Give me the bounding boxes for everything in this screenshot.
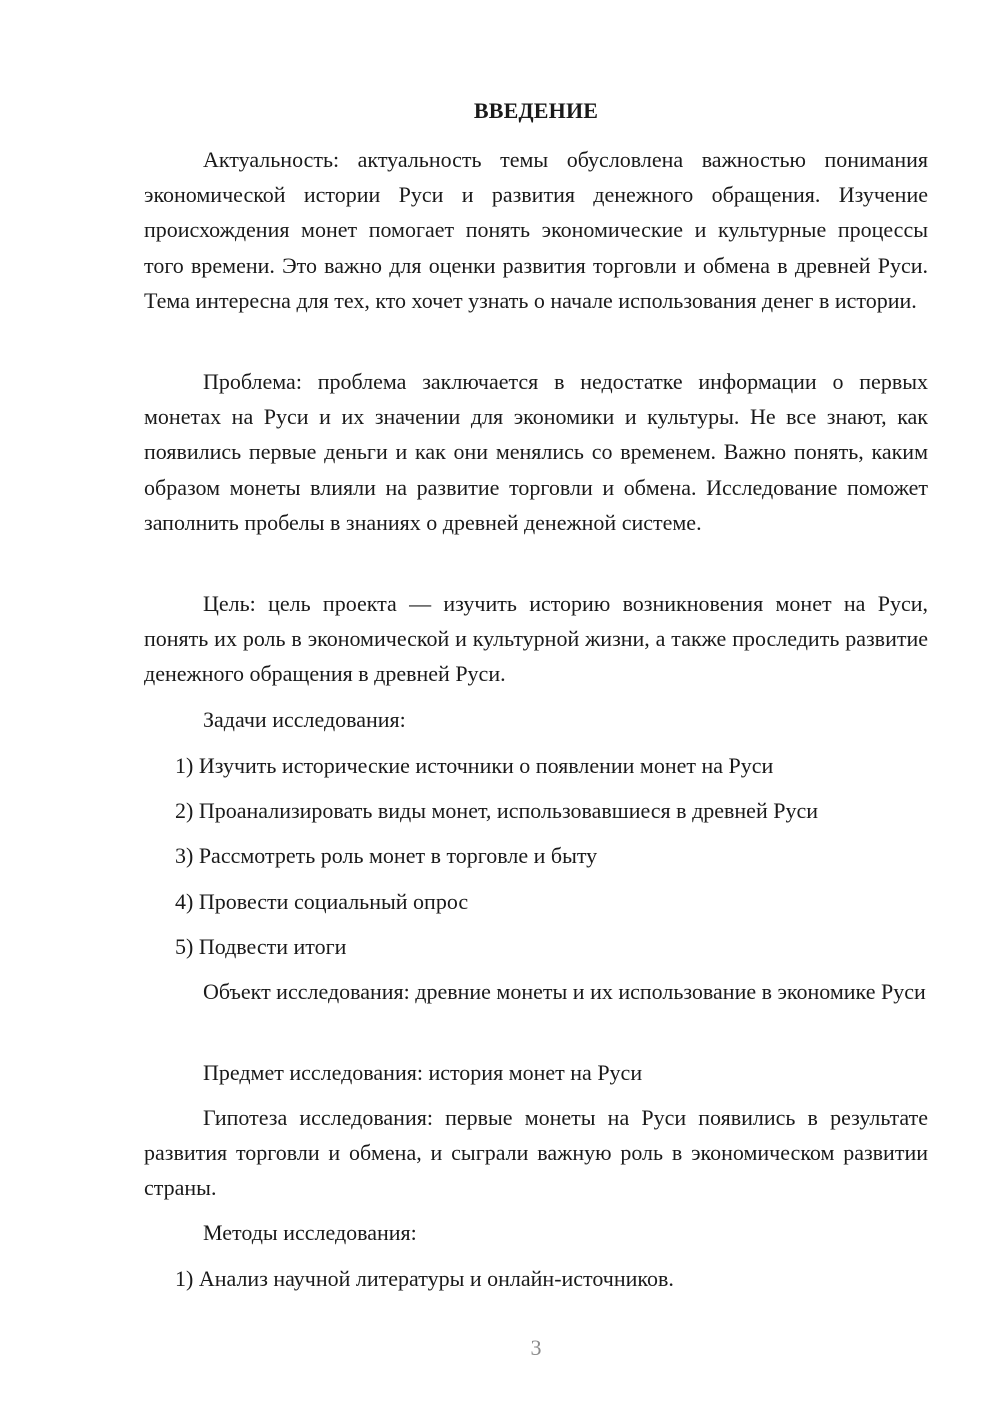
- task-item: 3) Рассмотреть роль монет в торговле и быту: [175, 843, 598, 868]
- page-number: 3: [530, 1335, 542, 1360]
- hypothesis-paragraph: Гипотеза исследования: первые монеты на Руси появились в результате развития торговли и обмена, и сыграли важную роль в экономическом развитии страны.: [144, 1105, 928, 1201]
- task-item: 2) Проанализировать виды монет, использовавшиеся в древней Руси: [175, 798, 818, 823]
- tasks-title: Задачи исследования:: [203, 707, 406, 732]
- methods-title: Методы исследования:: [203, 1220, 417, 1245]
- section-heading: ВВЕДЕНИЕ: [473, 98, 599, 123]
- goal-paragraph: Цель: цель проекта — изучить историю возникновения монет на Руси, понять их роль в экономической и культурной жизни, а также проследить развитие денежного обращения в древней Руси.: [144, 591, 928, 687]
- object-paragraph: Объект исследования: древние монеты и их использование в экономике Руси: [203, 979, 926, 1004]
- method-item: 1) Анализ научной литературы и онлайн-источников.: [175, 1266, 674, 1291]
- problem-paragraph: Проблема: проблема заключается в недостатке информации о первых монетах на Руси и их значении для экономики и культуры. Не все знают, как появились первые деньги и как они менялись со временем. Важно понять, каким образом монеты влияли на развитие торговли и обмена. Исследование поможет заполнить пробелы в знаниях о древней денежной системе.: [144, 369, 928, 535]
- relevance-paragraph: Актуальность: актуальность темы обусловлена важностью понимания экономической истории Руси и развития денежного обращения. Изучение происхождения монет помогает понять экономические и культурные процессы того времени. Это важно для оценки развития торговли и обмена в древней Руси. Тема интересна для тех, кто хочет узнать о начале использования денег в истории.: [144, 147, 928, 313]
- task-item: 1) Изучить исторические источники о появлении монет на Руси: [175, 753, 774, 778]
- subject-paragraph: Предмет исследования: история монет на Руси: [203, 1060, 643, 1085]
- task-item: 4) Провести социальный опрос: [175, 889, 469, 914]
- task-item: 5) Подвести итоги: [175, 934, 347, 959]
